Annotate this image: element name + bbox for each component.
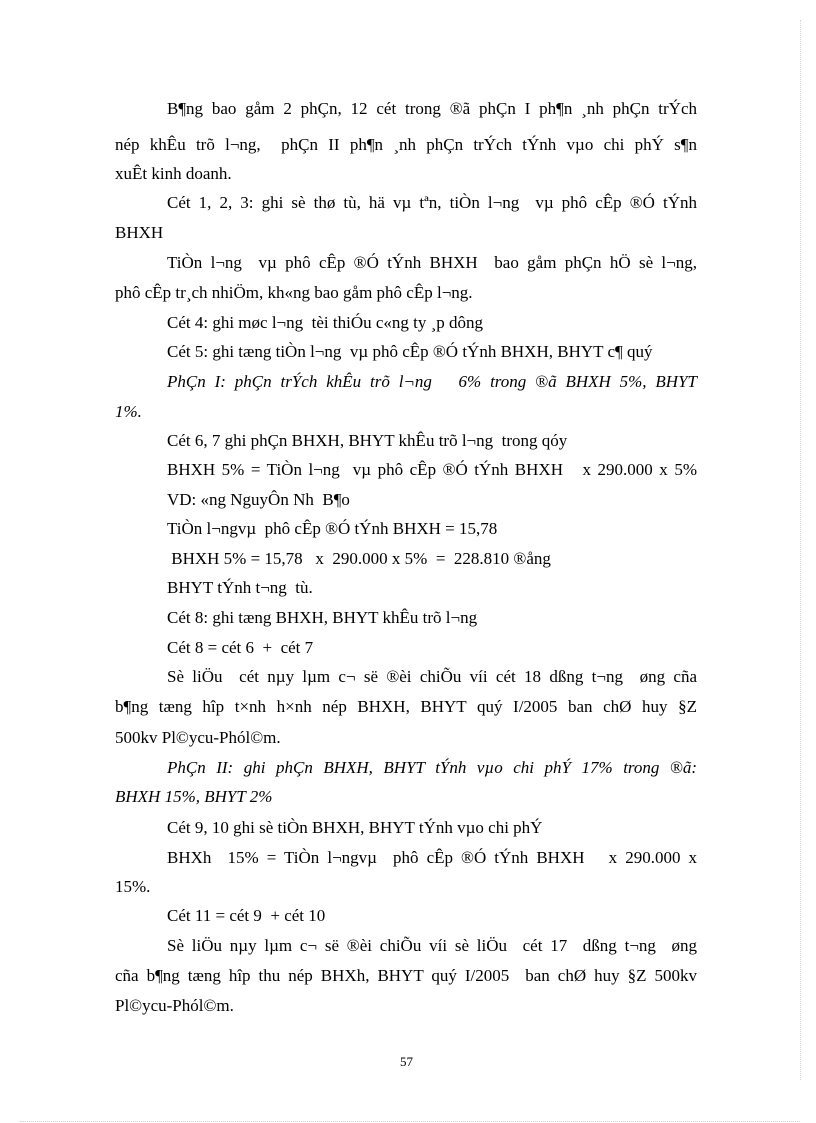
text-line: 500kv Pl©ycu-Phól©m. xyxy=(115,728,281,747)
text-line: PhÇn II: ghi phÇn BHXH, BHYT tÝnh vµo chi phÝ 17% trong ®ã: xyxy=(167,758,697,777)
text-line: Cét 8 = cét 6 + cét 7 xyxy=(167,638,314,657)
document-page xyxy=(115,0,697,1123)
text-line: Sè liÖu cét nµy lµm c¬ së ®èi chiÕu víi cét 18 dßng t¬ng øng cña xyxy=(167,667,697,686)
text-line: Cét 9, 10 ghi sè tiÒn BHXH, BHYT tÝnh vµo chi phÝ xyxy=(167,818,543,837)
text-line: phô cÊp tr¸ch nhiÖm, kh«ng bao gåm phô cÊp l¬ng. xyxy=(115,283,473,302)
text-line: Cét 11 = cét 9 + cét 10 xyxy=(167,906,326,925)
text-line: Cét 6, 7 ghi phÇn BHXH, BHYT khÊu trõ l¬ng trong qóy xyxy=(167,431,568,450)
text-line: Pl©ycu-Phól©m. xyxy=(115,996,234,1015)
text-line: Sè liÖu nµy lµm c¬ së ®èi chiÕu víi sè liÖu cét 17 dßng t¬ng øng xyxy=(167,936,697,955)
text-line: BHXH 5% = 15,78 x 290.000 x 5% = 228.810 ®ång xyxy=(167,549,551,568)
text-line: Cét 1, 2, 3: ghi sè thø tù, hä vµ tªn, tiÒn l¬ng vµ phô cÊp ®Ó tÝnh xyxy=(167,193,697,212)
text-line: B¶ng bao gåm 2 phÇn, 12 cét trong ®ã phÇn I ph¶n ¸nh phÇn trÝch xyxy=(167,99,697,118)
text-line: BHXh 15% = TiÒn l¬ngvµ phô cÊp ®Ó tÝnh BHXH x 290.000 x xyxy=(167,848,697,867)
text-line: BHXH xyxy=(115,223,164,242)
text-line: BHXH 5% = TiÒn l¬ng vµ phô cÊp ®Ó tÝnh BHXH x 290.000 x 5% xyxy=(167,460,697,479)
page-frame-right xyxy=(800,20,801,1080)
text-line: xuÊt kinh doanh. xyxy=(115,164,232,183)
text-line: BHXH 15%, BHYT 2% xyxy=(115,787,273,806)
text-line: PhÇn I: phÇn trÝch khÊu trõ l¬ng 6% trong ®ã BHXH 5%, BHYT xyxy=(167,372,697,391)
text-line: VD: «ng NguyÔn Nh B¶o xyxy=(167,490,350,509)
text-line: 15%. xyxy=(115,877,151,896)
text-line: b¶ng tæng hîp t×nh h×nh nép BHXH, BHYT quý I/2005 ban chØ huy §Z xyxy=(115,697,697,716)
text-line: Cét 4: ghi møc l¬ng tèi thiÓu c«ng ty ¸p dông xyxy=(167,313,484,332)
text-line: Cét 5: ghi tæng tiÒn l¬ng vµ phô cÊp ®Ó tÝnh BHXH, BHYT c¶ quý xyxy=(167,342,653,361)
text-line: Cét 8: ghi tæng BHXH, BHYT khÊu trõ l¬ng xyxy=(167,608,478,627)
page-number: 57 xyxy=(400,1054,413,1069)
text-line: TiÒn l¬ngvµ phô cÊp ®Ó tÝnh BHXH = 15,78 xyxy=(167,519,498,538)
text-line: nép khÊu trõ l¬ng, phÇn II ph¶n ¸nh phÇn trÝch tÝnh vµo chi phÝ s¶n xyxy=(115,135,697,154)
text-line: cña b¶ng tæng hîp thu nép BHXh, BHYT quý I/2005 ban chØ huy §Z 500kv xyxy=(115,966,697,985)
text-line: 1%. xyxy=(115,402,142,421)
text-line: TiÒn l¬ng vµ phô cÊp ®Ó tÝnh BHXH bao gåm phÇn hÖ sè l¬ng, xyxy=(167,253,697,272)
text-line: BHYT tÝnh t¬ng tù. xyxy=(167,578,313,597)
